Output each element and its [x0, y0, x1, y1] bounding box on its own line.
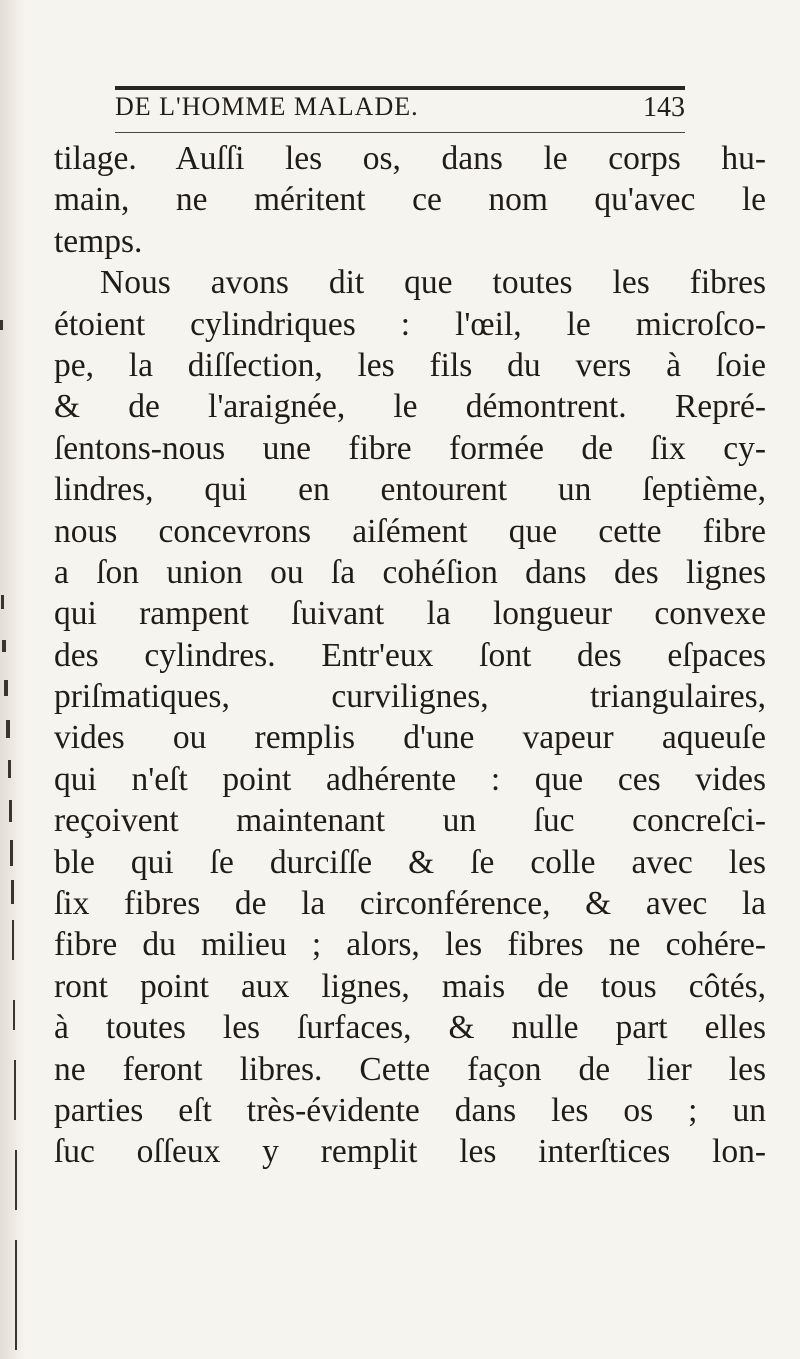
text-line: des cylindres. Entr'eux ſont des eſpaces [54, 636, 766, 674]
text-line: ne feront libres. Cette façon de lier les [54, 1050, 766, 1088]
text-line: temps. [54, 222, 143, 260]
text-line: Nous avons dit que toutes les fibres [100, 264, 766, 302]
text-line: pe, la diſſection, les fils du vers à ſoie [54, 346, 766, 384]
text-line: qui rampent ſuivant la longueur convexe [54, 595, 766, 633]
gutter-show-through-marks [0, 300, 26, 1359]
text-line: ble qui ſe durciſſe & ſe colle avec les [54, 843, 766, 881]
text-line: ront point aux lignes, mais de tous côtés, [54, 967, 766, 1005]
text-line: fibre du milieu ; alors, les fibres ne cohére- [54, 926, 766, 964]
text-line: ſentons-nous une fibre formée de ſix cy- [54, 429, 766, 467]
page-number: 143 [643, 92, 685, 123]
text-line: ſix fibres de la circonférence, & avec la [54, 885, 766, 923]
text-line: lindres, qui en entourent un ſeptième, [54, 471, 766, 509]
text-line: qui n'eſt point adhérente : que ces vides [54, 760, 766, 798]
header-thick-rule [115, 86, 685, 90]
text-line: parties eſt très-évidente dans les os ; un [54, 1091, 766, 1129]
running-title: DE L'HOMME MALADE. [115, 92, 419, 121]
body-text [54, 138, 766, 1173]
header-thin-rule [115, 132, 685, 133]
text-line: priſmatiques, curvilignes, triangulaires, [54, 678, 766, 716]
text-line: reçoivent maintenant un ſuc concreſci- [54, 802, 766, 840]
text-line: étoient cylindriques : l'œil, le microſco- [54, 305, 766, 343]
text-line: & de l'araignée, le démontrent. Repré- [54, 388, 766, 426]
text-line: ſuc oſſeux y remplit les interſtices lon- [54, 1133, 766, 1171]
text-line: main, ne méritent ce nom qu'avec le [54, 181, 766, 219]
text-line: à toutes les ſurfaces, & nulle part elles [54, 1009, 766, 1047]
text-line: nous concevrons aiſément que cette fibre [54, 512, 766, 550]
text-line: a ſon union ou ſa cohéſion dans des lignes [54, 553, 766, 591]
text-line: tilage. Auſſi les os, dans le corps hu- [54, 140, 766, 177]
text-line: vides ou remplis d'une vapeur aqueuſe [54, 719, 766, 757]
